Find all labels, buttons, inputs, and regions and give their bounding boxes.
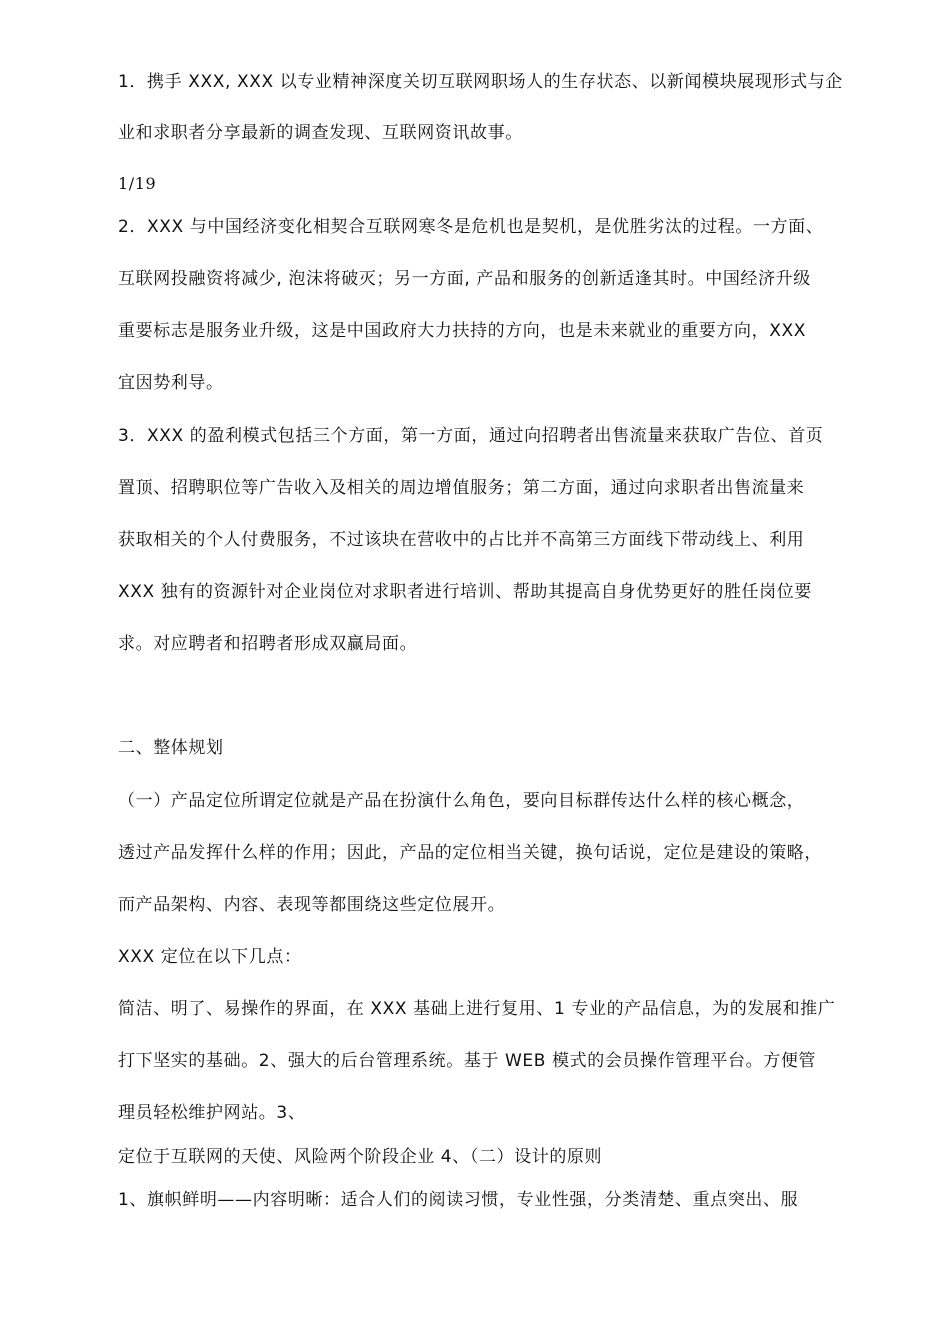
page-number: 1/19 [118,174,157,193]
paragraph-4-line-3: 而产品架构、内容、表现等都围绕这些定位展开。 [118,895,506,915]
paragraph-5-line-4: 定位于互联网的天使、风险两个阶段企业 4、（二）设计的原则 [118,1147,603,1167]
paragraph-3-line-3: 获取相关的个人付费服务，不过该块在营收中的占比并不高第三方面线下带动线上、利用 [118,530,805,550]
paragraph-2-line-3: 重要标志是服务业升级，这是中国政府大力扶持的方向，也是未来就业的重要方向，XXX [118,321,806,341]
paragraph-6-line-1: 1、旗帜鲜明——内容明晰：适合人们的阅读习惯，专业性强，分类清楚、重点突出、服 [118,1190,799,1210]
positioning-intro: XXX 定位在以下几点： [118,947,302,967]
paragraph-2-line-4: 宜因势利导。 [118,373,224,393]
paragraph-5-line-2: 打下坚实的基础。2、强大的后台管理系统。基于 WEB 模式的会员操作管理平台。方便管 [118,1051,817,1071]
paragraph-2-line-2: 互联网投融资将减少, 泡沫将破灭；另一方面, 产品和服务的创新适逢其时。中国经济升级 [118,269,811,289]
paragraph-3-line-1: 3．XXX 的盈利模式包括三个方面，第一方面，通过向招聘者出售流量来获取广告位、首页 [118,426,824,446]
paragraph-3-line-5: 求。对应聘者和招聘者形成双赢局面。 [118,634,418,654]
paragraph-5-line-1: 简洁、明了、易操作的界面，在 XXX 基础上进行复用、1 专业的产品信息，为的发展和推广 [118,999,836,1019]
paragraph-3-line-2: 置顶、招聘职位等广告收入及相关的周边增值服务；第二方面，通过向求职者出售流量来 [118,478,805,498]
paragraph-4-line-2: 透过产品发挥什么样的作用；因此，产品的定位相当关键，换句话说，定位是建设的策略， [118,843,822,863]
paragraph-2-line-1: 2．XXX 与中国经济变化相契合互联网寒冬是危机也是契机，是优胜劣汰的过程。一方面、 [118,217,824,237]
paragraph-4-line-1: （一）产品定位所谓定位就是产品在扮演什么角色，要向目标群传达什么样的核心概念， [118,791,805,811]
paragraph-3-line-4: XXX 独有的资源针对企业岗位对求职者进行培训、帮助其提高自身优势更好的胜任岗位要 [118,582,812,602]
paragraph-5-line-3: 理员轻松维护网站。3、 [118,1103,306,1123]
paragraph-1-line-2: 业和求职者分享最新的调查发现、互联网资讯故事。 [118,123,523,143]
paragraph-1-line-1: 1．携手 XXX, XXX 以专业精神深度关切互联网职场人的生存状态、以新闻模块展现形式与企 [118,72,843,92]
section-heading: 二、整体规划 [118,738,224,758]
